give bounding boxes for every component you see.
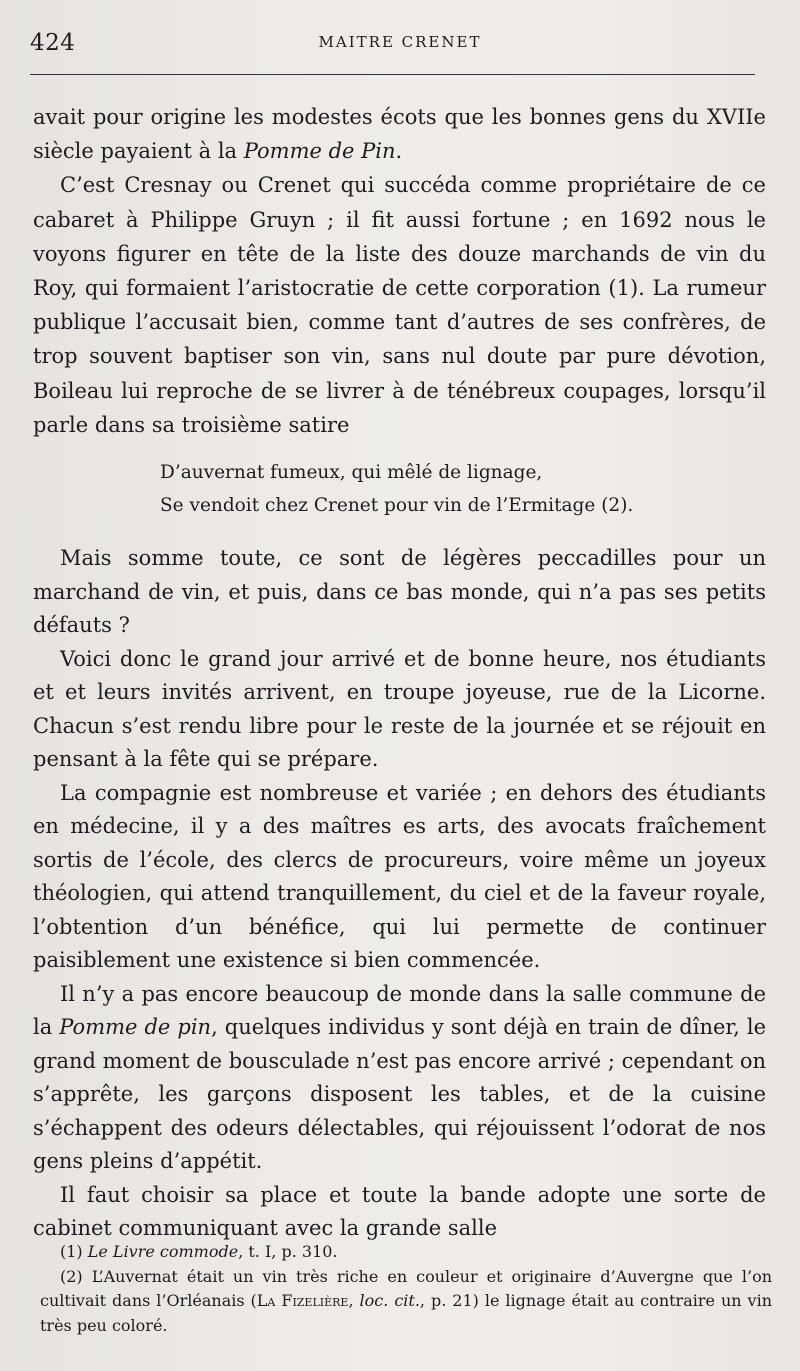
paragraph-6 — [33, 978, 766, 1179]
paragraph-1-text: avait pour origine les modestes écots que les bonnes gens du XVIIe siècle payaient à la — [33, 105, 766, 164]
footnote-2-end: , p. 21) le lignage était au contraire un vin très peu coloré. — [40, 1291, 773, 1335]
page-header — [30, 30, 770, 60]
paragraph-6-text: Il n’y a pas encore beaucoup de monde dans la salle commune de la — [33, 981, 766, 1039]
paragraph-1 — [33, 100, 766, 168]
footnote-2-italic: loc. cit. — [359, 1291, 420, 1310]
footnote-2-text: (2) L’Auvernat était un vin très riche en couleur et originaire d’Auvergne que l’on cultivait dans l’Orléanais ( — [40, 1266, 772, 1310]
footnote-1-ref: , t. I, p. 310. — [238, 1242, 338, 1261]
paragraph-2: C’est Cresnay ou Crenet qui succéda comme propriétaire de ce cabaret à Philippe Gruyn ; il fit aussi fortune ; en 1692 nous le voyons figurer en tête de la liste des douze marchands de vin du Roy, qui formaient l’aristocratie de cette corporation (1). La rumeur publique l’accusait bien, comme tant d’autres de ses confrères, de trop souvent baptiser son vin, sans nul doute par pure dévotion, Boileau lui reproche de se livrer à de ténébreux coupages, lorsqu’il parle dans sa troisième satire — [33, 173, 766, 437]
paragraph-5: La compagnie est nombreuse et variée ; en dehors des étudiants en médecine, il y a des maîtres es arts, des avocats fraîchement sortis de l’école, des clercs de procureurs, voire même un joyeux théologien, qui attend tranquillement, du ciel et de la faveur royale, l’obtention d’un bénéfice, qui lui permette de continuer paisiblement une existence si bien commencée. — [33, 780, 766, 972]
verse-quotation — [160, 456, 720, 522]
verse-line-1: D’auvernat fumeux, qui mêlé de lignage, — [160, 462, 543, 483]
main-text-bottom — [33, 542, 766, 1246]
footnotes — [40, 1240, 772, 1338]
main-text-top — [33, 100, 766, 442]
paragraph-7: Il faut choisir sa place et toute la bande adopte une sorte de cabinet communiquant avec la grande salle — [33, 1182, 766, 1240]
footnote-2 — [40, 1265, 772, 1339]
paragraph-4: Voici donc le grand jour arrivé et de bonne heure, nos étudiants et et leurs invités arrivent, en troupe joyeuse, rue de la Licorne. Chacun s’est rendu libre pour le reste de la journée et se réjouit en pensant à la fête qui se prépare. — [33, 646, 766, 771]
paragraph-1-end: . — [395, 139, 403, 164]
header-rule — [30, 74, 755, 75]
footnote-2-sep: , — [348, 1291, 360, 1310]
footnote-2-author: La Fizelière — [256, 1291, 349, 1310]
footnote-1-number: (1) — [60, 1242, 88, 1261]
paragraph-6-end: , quelques individus y sont déjà en train de dîner, le grand moment de bousculade n’est pas encore arrivé ; cependant on s’apprête, les garçons disposent les tables, et de la cuisine s’échappent des odeurs délectables, qui réjouissent l’odorat de nos gens pleins d’appétit. — [33, 1015, 767, 1173]
verse-line-2: Se vendoit chez Crenet pour vin de l’Ermitage (2). — [160, 495, 634, 516]
page-number: 424 — [30, 30, 76, 56]
paragraph-3: Mais somme toute, ce sont de légères peccadilles pour un marchand de vin, et puis, dans ce bas monde, qui n’a pas ses petits défauts ? — [33, 546, 766, 637]
paragraph-1-italic: Pomme de Pin — [243, 139, 396, 164]
footnote-1 — [40, 1240, 772, 1265]
running-title: MAITRE CRENET — [318, 33, 482, 51]
footnote-1-title: Le Livre commode — [87, 1242, 239, 1261]
paragraph-6-italic: Pomme de pin — [59, 1015, 212, 1039]
